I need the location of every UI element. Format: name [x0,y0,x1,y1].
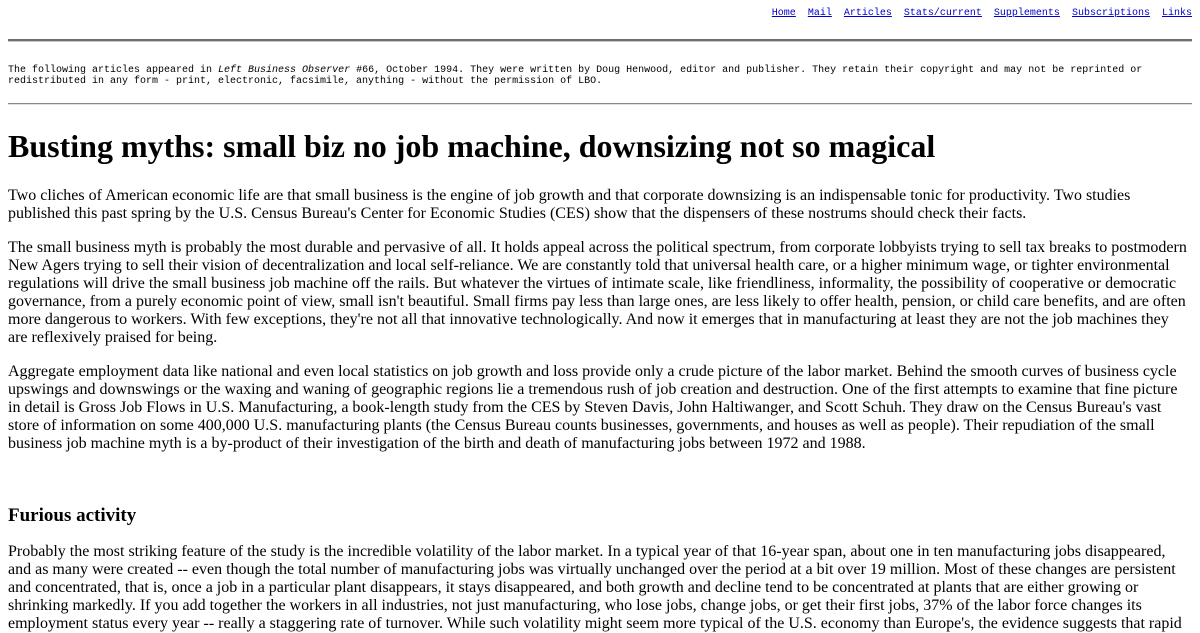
publication-name: Left Business Observer [218,65,351,76]
section-heading: Furious activity [8,505,137,526]
nav-link-links[interactable]: Links [1161,8,1192,19]
nav-link-home[interactable]: Home [771,8,796,19]
copyright-notice [8,65,1192,87]
nav-link-subscriptions[interactable]: Subscriptions [1071,8,1150,19]
notice-suffix: #66, October 1994. They were written by Doug Henwood, editor and publisher. They retain their copyright and may not be reprinted or redistributed in any form - print, electronic, facsimile, anything - without the permission of LBO. [8,65,1143,87]
article-paragraph: Probably the most striking feature of the study is the incredible volatility of the labor market. In a typical year of that 16-year span, about one in ten manufacturing jobs disappeared, and as many were created -- even though the total number of manufacturing jobs was virtually unchanged over the period at a bit over 19 million. Most of these changes are persistent and concentrated, that is, once a job in a particular plant disappears, it stays disappeared, and both growth and decline tend to be concentrated at plants that are either growing or shrinking markedly. If you add together the workers in all industries, not just manufacturing, who lose jobs, change jobs, or get their first jobs, 37% of the labor force changes its employment status every year -- really a staggering rate of turnover. While such volatility might seem more typical of the U.S. economy than Europe's, the evidence suggests that rapid [8,543,1182,632]
header-divider [8,39,1192,42]
nav-link-articles[interactable]: Articles [843,8,892,19]
article-paragraph: Aggregate employment data like national and even local statistics on job growth and loss provide only a crude picture of the labor market. Behind the smooth curves of business cycle upswings and downswings or the waxing and waning of geographic regions lie a tremendous rush of job creation and destruction. One of the first attempts to examine that fine picture in detail is Gross Job Flows in U.S. Manufacturing, a book-length study from the CES by Steven Davis, John Haltiwanger, and Scott Schuh. They draw on the Census Bureau's vast store of information on some 400,000 U.S. manufacturing plants (the Census Bureau counts businesses, governments, and houses as well as people). Their repudiation of the small business job machine myth is a by-product of their investigation of the birth and death of manufacturing jobs between 1972 and 1988. [8,363,1178,452]
notice-divider [8,103,1192,105]
nav-link-mail[interactable]: Mail [807,8,832,19]
article-paragraph: Two cliches of American economic life are that small business is the engine of job growth and that corporate downsizing is an indispensable tonic for productivity. Two studies published this past spring by the U.S. Census Bureau's Center for Economic Studies (CES) show that the dispensers of these nostrums should check their facts. [8,187,1131,222]
article-title: Busting myths: small biz no job machine, downsizing not so magical [8,128,936,164]
nav-link-stats-current[interactable]: Stats/current [903,8,982,19]
notice-prefix: The following articles appeared in [8,65,219,76]
nav-link-supplements[interactable]: Supplements [993,8,1060,19]
article-paragraph: The small business myth is probably the most durable and pervasive of all. It holds appeal across the political spectrum, from corporate lobbyists trying to sell tax breaks to postmodern New Agers trying to sell their vision of decentralization and local self-reliance. We are constantly told that universal health care, or a higher minimum wage, or tighter environmental regulations will drive the small business job machine off the rails. But whatever the virtues of intimate scale, like friendliness, informality, the possibility of cooperative or democratic governance, from a purely economic point of view, small isn't beautiful. Small firms pay less than large ones, are less likely to offer health, pension, or child care benefits, and are often more dangerous to workers. With few exceptions, they're not all that innovative technologically. And now it emerges that in manufacturing at least they are not the job machines they are reflexively praised for being. [8,239,1187,346]
top-nav [8,0,1192,21]
